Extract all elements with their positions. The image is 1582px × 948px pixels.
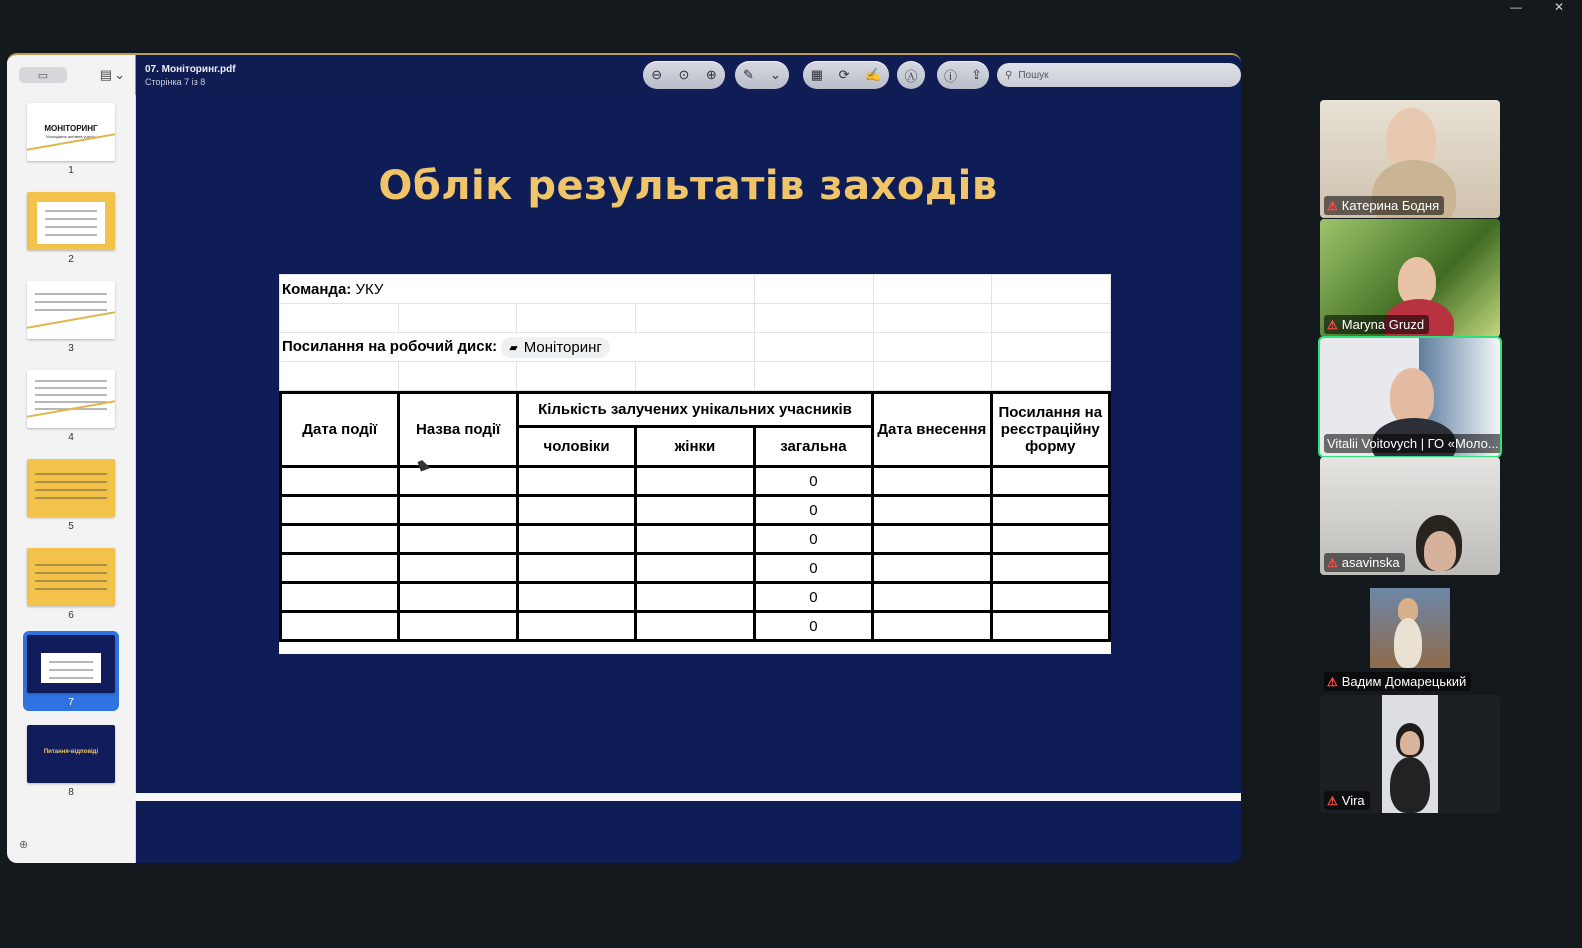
thumbnail-decoration (27, 400, 115, 428)
thumbnail-page-2[interactable] (23, 192, 119, 265)
sheet-header-grid (279, 274, 1111, 391)
add-page-icon[interactable]: ⊕ (19, 839, 29, 851)
thumbnail-decoration (27, 311, 115, 339)
participant-name: Катерина Бодня (1341, 198, 1440, 213)
drive-chip-label: Моніторинг (523, 338, 602, 356)
thumbnail-number: 1 (68, 165, 74, 176)
mic-muted-icon: ⚠ (1327, 317, 1338, 332)
participant-name-tag (1324, 196, 1444, 215)
sidebar-toggle-button[interactable] (100, 67, 125, 83)
participant-tile[interactable] (1320, 695, 1500, 813)
window-controls (1510, 0, 1564, 14)
thumbnail-page-6[interactable] (23, 548, 119, 621)
search-field[interactable] (997, 63, 1241, 87)
sidebar-view-button[interactable] (19, 67, 67, 83)
table-row (281, 496, 1110, 525)
thumbnail-sidebar (7, 55, 136, 863)
participant-tile[interactable] (1320, 219, 1500, 337)
thumbnail-image (27, 281, 115, 339)
highlight-controls (897, 61, 925, 89)
participant-name: Vira (1341, 793, 1365, 808)
participant-name-tag (1324, 315, 1429, 334)
thumbnail-number: 6 (68, 610, 74, 621)
pdf-toolbar (135, 55, 1241, 95)
mic-muted-icon: ⚠ (1327, 793, 1338, 808)
info-icon[interactable]: ⓘ (944, 68, 958, 84)
slide-title: Облік результатів заходів (378, 163, 998, 209)
header-name: Назва події (399, 393, 517, 467)
mic-muted-icon: ⚠ (1327, 555, 1338, 570)
highlight-icon[interactable]: Ⓐ (904, 68, 918, 84)
thumbnail-image (27, 725, 115, 783)
folder-icon: ▰ (509, 341, 518, 354)
pdf-viewer-window (7, 53, 1241, 863)
thumbnail-number: 8 (68, 787, 74, 798)
header-link: Посилання на реєстраційну форму (991, 393, 1109, 467)
close-icon[interactable]: ✕ (1553, 0, 1564, 14)
search-icon: ⚲ (1005, 69, 1013, 81)
edit-controls (803, 61, 889, 89)
drive-link-cell (280, 333, 755, 362)
table-row (281, 612, 1110, 641)
window-icon: ▭ (37, 69, 49, 82)
zoom-controls (643, 61, 725, 89)
thumbnail-number: 4 (68, 432, 74, 443)
header-total: загальна (754, 427, 872, 467)
thumbnail-number: 5 (68, 521, 74, 532)
participant-name-tag (1324, 434, 1500, 453)
thumbnail-number: 3 (68, 343, 74, 354)
thumbnail-content (41, 653, 101, 683)
thumbnail-content (37, 202, 105, 244)
minimize-icon[interactable]: — (1509, 0, 1522, 14)
participant-name: Maryna Gruzd (1341, 317, 1425, 332)
participant-name-tag (1324, 672, 1471, 691)
spreadsheet-image (279, 274, 1111, 654)
participant-tile-active-speaker[interactable] (1320, 338, 1500, 456)
team-cell (280, 275, 755, 304)
markup-controls (735, 61, 789, 89)
document-name: 07. Моніторинг.pdf (145, 64, 236, 75)
zoom-in-icon[interactable]: ⊕ (705, 67, 717, 82)
pen-icon[interactable]: ✎ (743, 67, 754, 82)
thumbnail-image (27, 370, 115, 428)
team-label: Команда: (282, 280, 352, 298)
mic-muted-icon: ⚠ (1327, 198, 1338, 213)
total-cell: 0 (754, 467, 872, 496)
thumbnail-page-8[interactable] (23, 725, 119, 798)
results-table (279, 391, 1111, 642)
chevron-down-icon[interactable]: ⌄ (770, 67, 781, 82)
participant-tile[interactable] (1320, 100, 1500, 218)
thumbnail-image (27, 548, 115, 606)
table-row (281, 525, 1110, 554)
thumbnail-image (27, 635, 115, 693)
thumbnail-image (27, 459, 115, 517)
share-icon[interactable]: ⇪ (971, 67, 982, 82)
total-cell: 0 (754, 612, 872, 641)
image-icon[interactable]: ▦ (810, 67, 824, 82)
rotate-icon[interactable]: ⟳ (838, 67, 850, 82)
video-feed (1382, 695, 1438, 813)
page-indicator: Сторінка 7 із 8 (145, 77, 206, 87)
info-share-controls (937, 61, 989, 89)
table-row (281, 583, 1110, 612)
total-cell: 0 (754, 583, 872, 612)
table-row (281, 554, 1110, 583)
thumbnail-page-1[interactable] (23, 103, 119, 176)
thumbnail-number: 7 (68, 697, 74, 708)
sign-icon[interactable]: ✍ (865, 67, 882, 82)
zoom-out-icon[interactable]: ⊖ (651, 67, 663, 82)
participant-name: Vitalii Voitovych | ГО «Моло... (1327, 436, 1499, 451)
header-entry-date: Дата внесення (873, 393, 991, 467)
total-cell: 0 (754, 554, 872, 583)
participant-name-tag (1324, 791, 1370, 810)
search-placeholder: Пошук (1018, 69, 1049, 81)
zoom-fit-icon[interactable]: ⊙ (678, 67, 690, 82)
thumbnail-image (27, 192, 115, 250)
header-count: Кількість залучених унікальних учасників (517, 393, 872, 427)
mic-muted-icon: ⚠ (1327, 674, 1338, 689)
thumbnail-number: 2 (68, 254, 74, 265)
page-divider (135, 793, 1241, 801)
thumbnail-page-5[interactable] (23, 459, 119, 532)
thumbnail-title: МОНІТОРИНГ (44, 124, 98, 133)
table-row (281, 467, 1110, 496)
total-cell: 0 (754, 496, 872, 525)
participant-name: asavinska (1341, 555, 1400, 570)
participant-name: Вадим Домарецький (1341, 674, 1467, 689)
total-cell: 0 (754, 525, 872, 554)
thumbnail-subtitle: Молодіжна активна участь (46, 134, 96, 139)
participant-name-tag (1324, 553, 1405, 572)
thumbnail-title: Питання-відповіді (43, 749, 99, 755)
drive-label: Посилання на робочий диск: (282, 337, 498, 355)
sidebar-icon: ▤ (99, 67, 113, 82)
thumbnail-page-3[interactable] (23, 281, 119, 354)
video-feed (1370, 588, 1450, 668)
participant-tile[interactable] (1320, 576, 1500, 694)
thumbnail-image (27, 103, 115, 161)
header-men: чоловіки (517, 427, 635, 467)
thumbnail-page-7[interactable] (23, 631, 119, 711)
chevron-down-icon: ⌄ (114, 67, 125, 82)
team-value: УКУ (355, 280, 384, 298)
header-women: жінки (636, 427, 754, 467)
participant-tile[interactable] (1320, 457, 1500, 575)
thumbnail-page-4[interactable] (23, 370, 119, 443)
drive-chip[interactable] (501, 337, 610, 358)
header-date: Дата події (281, 393, 399, 467)
